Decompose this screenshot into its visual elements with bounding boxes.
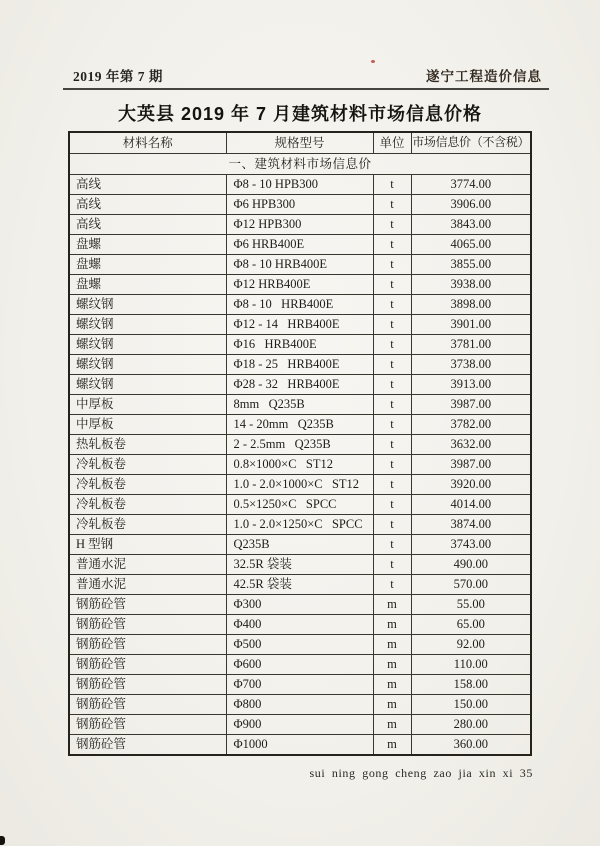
price-cell: 92.00 — [411, 635, 531, 655]
spec-cell: 32.5R 袋装 — [226, 555, 373, 575]
price-cell: 3738.00 — [411, 355, 531, 375]
unit-cell: t — [373, 215, 411, 235]
price-cell: 3913.00 — [411, 375, 531, 395]
material-name-cell: 高线 — [69, 215, 226, 235]
unit-cell: t — [373, 335, 411, 355]
material-name-cell: 钢筋砼管 — [69, 595, 226, 615]
unit-cell: t — [373, 535, 411, 555]
price-cell: 110.00 — [411, 655, 531, 675]
table-row — [69, 175, 531, 195]
column-header-1: 规格型号 — [226, 132, 373, 154]
material-name-cell: 钢筋砼管 — [69, 655, 226, 675]
column-header-0: 材料名称 — [69, 132, 226, 154]
spec-cell: Φ1000 — [226, 735, 373, 756]
table-row — [69, 415, 531, 435]
scan-artifact-corner-mark — [0, 836, 5, 845]
spec-cell: Φ18 - 25 HRB400E — [226, 355, 373, 375]
unit-cell: m — [373, 735, 411, 756]
table-row — [69, 215, 531, 235]
table-row — [69, 315, 531, 335]
unit-cell: t — [373, 415, 411, 435]
price-cell: 3632.00 — [411, 435, 531, 455]
spec-cell: Q235B — [226, 535, 373, 555]
masthead — [73, 65, 542, 85]
table-row — [69, 515, 531, 535]
price-cell: 570.00 — [411, 575, 531, 595]
material-name-cell: 中厚板 — [69, 415, 226, 435]
table-row — [69, 195, 531, 215]
price-cell: 3781.00 — [411, 335, 531, 355]
unit-cell: t — [373, 435, 411, 455]
price-cell: 3774.00 — [411, 175, 531, 195]
price-cell: 3874.00 — [411, 515, 531, 535]
unit-cell: t — [373, 315, 411, 335]
material-name-cell: 螺纹钢 — [69, 375, 226, 395]
table-row — [69, 455, 531, 475]
price-cell: 3782.00 — [411, 415, 531, 435]
unit-cell: t — [373, 295, 411, 315]
table-row — [69, 255, 531, 275]
spec-cell: Φ300 — [226, 595, 373, 615]
price-cell: 150.00 — [411, 695, 531, 715]
spec-cell: Φ8 - 10 HRB400E — [226, 255, 373, 275]
unit-cell: t — [373, 375, 411, 395]
spec-cell: Φ8 - 10 HPB300 — [226, 175, 373, 195]
material-name-cell: 冷轧板卷 — [69, 475, 226, 495]
price-cell: 158.00 — [411, 675, 531, 695]
spec-cell: Φ800 — [226, 695, 373, 715]
price-cell: 3938.00 — [411, 275, 531, 295]
material-name-cell: 螺纹钢 — [69, 335, 226, 355]
table-row — [69, 575, 531, 595]
table-row — [69, 715, 531, 735]
table-row — [69, 615, 531, 635]
unit-cell: m — [373, 595, 411, 615]
table-row — [69, 435, 531, 455]
table-row — [69, 655, 531, 675]
material-name-cell: 中厚板 — [69, 395, 226, 415]
table-row — [69, 495, 531, 515]
price-cell: 3855.00 — [411, 255, 531, 275]
table-row — [69, 735, 531, 756]
unit-cell: t — [373, 575, 411, 595]
table-row — [69, 395, 531, 415]
table-row — [69, 335, 531, 355]
unit-cell: t — [373, 355, 411, 375]
journal-name: 遂宁工程造价信息 — [426, 69, 542, 84]
table-row — [69, 275, 531, 295]
material-name-cell: 螺纹钢 — [69, 355, 226, 375]
unit-cell: m — [373, 675, 411, 695]
price-table — [68, 131, 532, 756]
unit-cell: t — [373, 235, 411, 255]
price-cell: 3920.00 — [411, 475, 531, 495]
price-cell: 3987.00 — [411, 455, 531, 475]
material-name-cell: 钢筋砼管 — [69, 635, 226, 655]
unit-cell: t — [373, 195, 411, 215]
material-name-cell: 冷轧板卷 — [69, 455, 226, 475]
table-row — [69, 595, 531, 615]
material-name-cell: 螺纹钢 — [69, 295, 226, 315]
table-header-row — [69, 132, 531, 154]
price-cell: 3901.00 — [411, 315, 531, 335]
table-row — [69, 555, 531, 575]
unit-cell: t — [373, 255, 411, 275]
page-footer: sui ning gong cheng zao jia xin xi 35 — [309, 766, 533, 780]
price-cell: 55.00 — [411, 595, 531, 615]
spec-cell: Φ600 — [226, 655, 373, 675]
unit-cell: m — [373, 655, 411, 675]
price-cell: 3906.00 — [411, 195, 531, 215]
column-header-2: 单位 — [373, 132, 411, 154]
material-name-cell: 热轧板卷 — [69, 435, 226, 455]
spec-cell: Φ6 HPB300 — [226, 195, 373, 215]
unit-cell: m — [373, 615, 411, 635]
material-name-cell: 螺纹钢 — [69, 315, 226, 335]
spec-cell: 14 - 20mm Q235B — [226, 415, 373, 435]
spec-cell: 8mm Q235B — [226, 395, 373, 415]
price-cell: 3743.00 — [411, 535, 531, 555]
material-name-cell: 钢筋砼管 — [69, 715, 226, 735]
spec-cell: 42.5R 袋装 — [226, 575, 373, 595]
price-cell: 65.00 — [411, 615, 531, 635]
spec-cell: Φ16 HRB400E — [226, 335, 373, 355]
issue-label: 2019 年第 7 期 — [73, 69, 163, 84]
table-row — [69, 635, 531, 655]
price-cell: 3898.00 — [411, 295, 531, 315]
spec-cell: 0.8×1000×C ST12 — [226, 455, 373, 475]
price-cell: 280.00 — [411, 715, 531, 735]
spec-cell: 2 - 2.5mm Q235B — [226, 435, 373, 455]
price-cell: 4014.00 — [411, 495, 531, 515]
spec-cell: Φ700 — [226, 675, 373, 695]
header-rule — [63, 88, 549, 90]
table-row — [69, 375, 531, 395]
material-name-cell: 冷轧板卷 — [69, 495, 226, 515]
spec-cell: Φ12 - 14 HRB400E — [226, 315, 373, 335]
table-row — [69, 355, 531, 375]
material-name-cell: 盘螺 — [69, 275, 226, 295]
material-name-cell: 钢筋砼管 — [69, 615, 226, 635]
unit-cell: t — [373, 515, 411, 535]
section-row — [69, 154, 531, 175]
table-row — [69, 535, 531, 555]
material-name-cell: 钢筋砼管 — [69, 675, 226, 695]
unit-cell: t — [373, 495, 411, 515]
unit-cell: t — [373, 475, 411, 495]
table-row — [69, 295, 531, 315]
unit-cell: t — [373, 455, 411, 475]
spec-cell: Φ400 — [226, 615, 373, 635]
spec-cell: Φ8 - 10 HRB400E — [226, 295, 373, 315]
spec-cell: 0.5×1250×C SPCC — [226, 495, 373, 515]
table-row — [69, 475, 531, 495]
spec-cell: 1.0 - 2.0×1000×C ST12 — [226, 475, 373, 495]
price-cell: 3843.00 — [411, 215, 531, 235]
page-title: 大英县 2019 年 7 月建筑材料市场信息价格 — [117, 104, 483, 124]
material-name-cell: 钢筋砼管 — [69, 695, 226, 715]
price-cell: 360.00 — [411, 735, 531, 756]
unit-cell: t — [373, 275, 411, 295]
table-row — [69, 695, 531, 715]
unit-cell: m — [373, 715, 411, 735]
unit-cell: t — [373, 555, 411, 575]
table-row — [69, 675, 531, 695]
unit-cell: t — [373, 395, 411, 415]
material-name-cell: 高线 — [69, 175, 226, 195]
table-row — [69, 235, 531, 255]
material-name-cell: 普通水泥 — [69, 555, 226, 575]
spec-cell: Φ12 HRB400E — [226, 275, 373, 295]
spec-cell: Φ6 HRB400E — [226, 235, 373, 255]
material-name-cell: 冷轧板卷 — [69, 515, 226, 535]
table-body — [69, 154, 531, 756]
unit-cell: m — [373, 695, 411, 715]
material-name-cell: 普通水泥 — [69, 575, 226, 595]
spec-cell: Φ28 - 32 HRB400E — [226, 375, 373, 395]
price-cell: 3987.00 — [411, 395, 531, 415]
spec-cell: Φ12 HPB300 — [226, 215, 373, 235]
material-name-cell: H 型钢 — [69, 535, 226, 555]
price-cell: 4065.00 — [411, 235, 531, 255]
price-cell: 490.00 — [411, 555, 531, 575]
material-name-cell: 盘螺 — [69, 255, 226, 275]
spec-cell: Φ900 — [226, 715, 373, 735]
scan-artifact-red-speck — [371, 60, 375, 63]
column-header-3: 市场信息价（不含税） — [411, 132, 531, 154]
material-name-cell: 高线 — [69, 195, 226, 215]
material-name-cell: 钢筋砼管 — [69, 735, 226, 756]
unit-cell: m — [373, 635, 411, 655]
unit-cell: t — [373, 175, 411, 195]
section-label: 一、建筑材料市场信息价 — [69, 154, 531, 175]
spec-cell: Φ500 — [226, 635, 373, 655]
spec-cell: 1.0 - 2.0×1250×C SPCC — [226, 515, 373, 535]
material-name-cell: 盘螺 — [69, 235, 226, 255]
